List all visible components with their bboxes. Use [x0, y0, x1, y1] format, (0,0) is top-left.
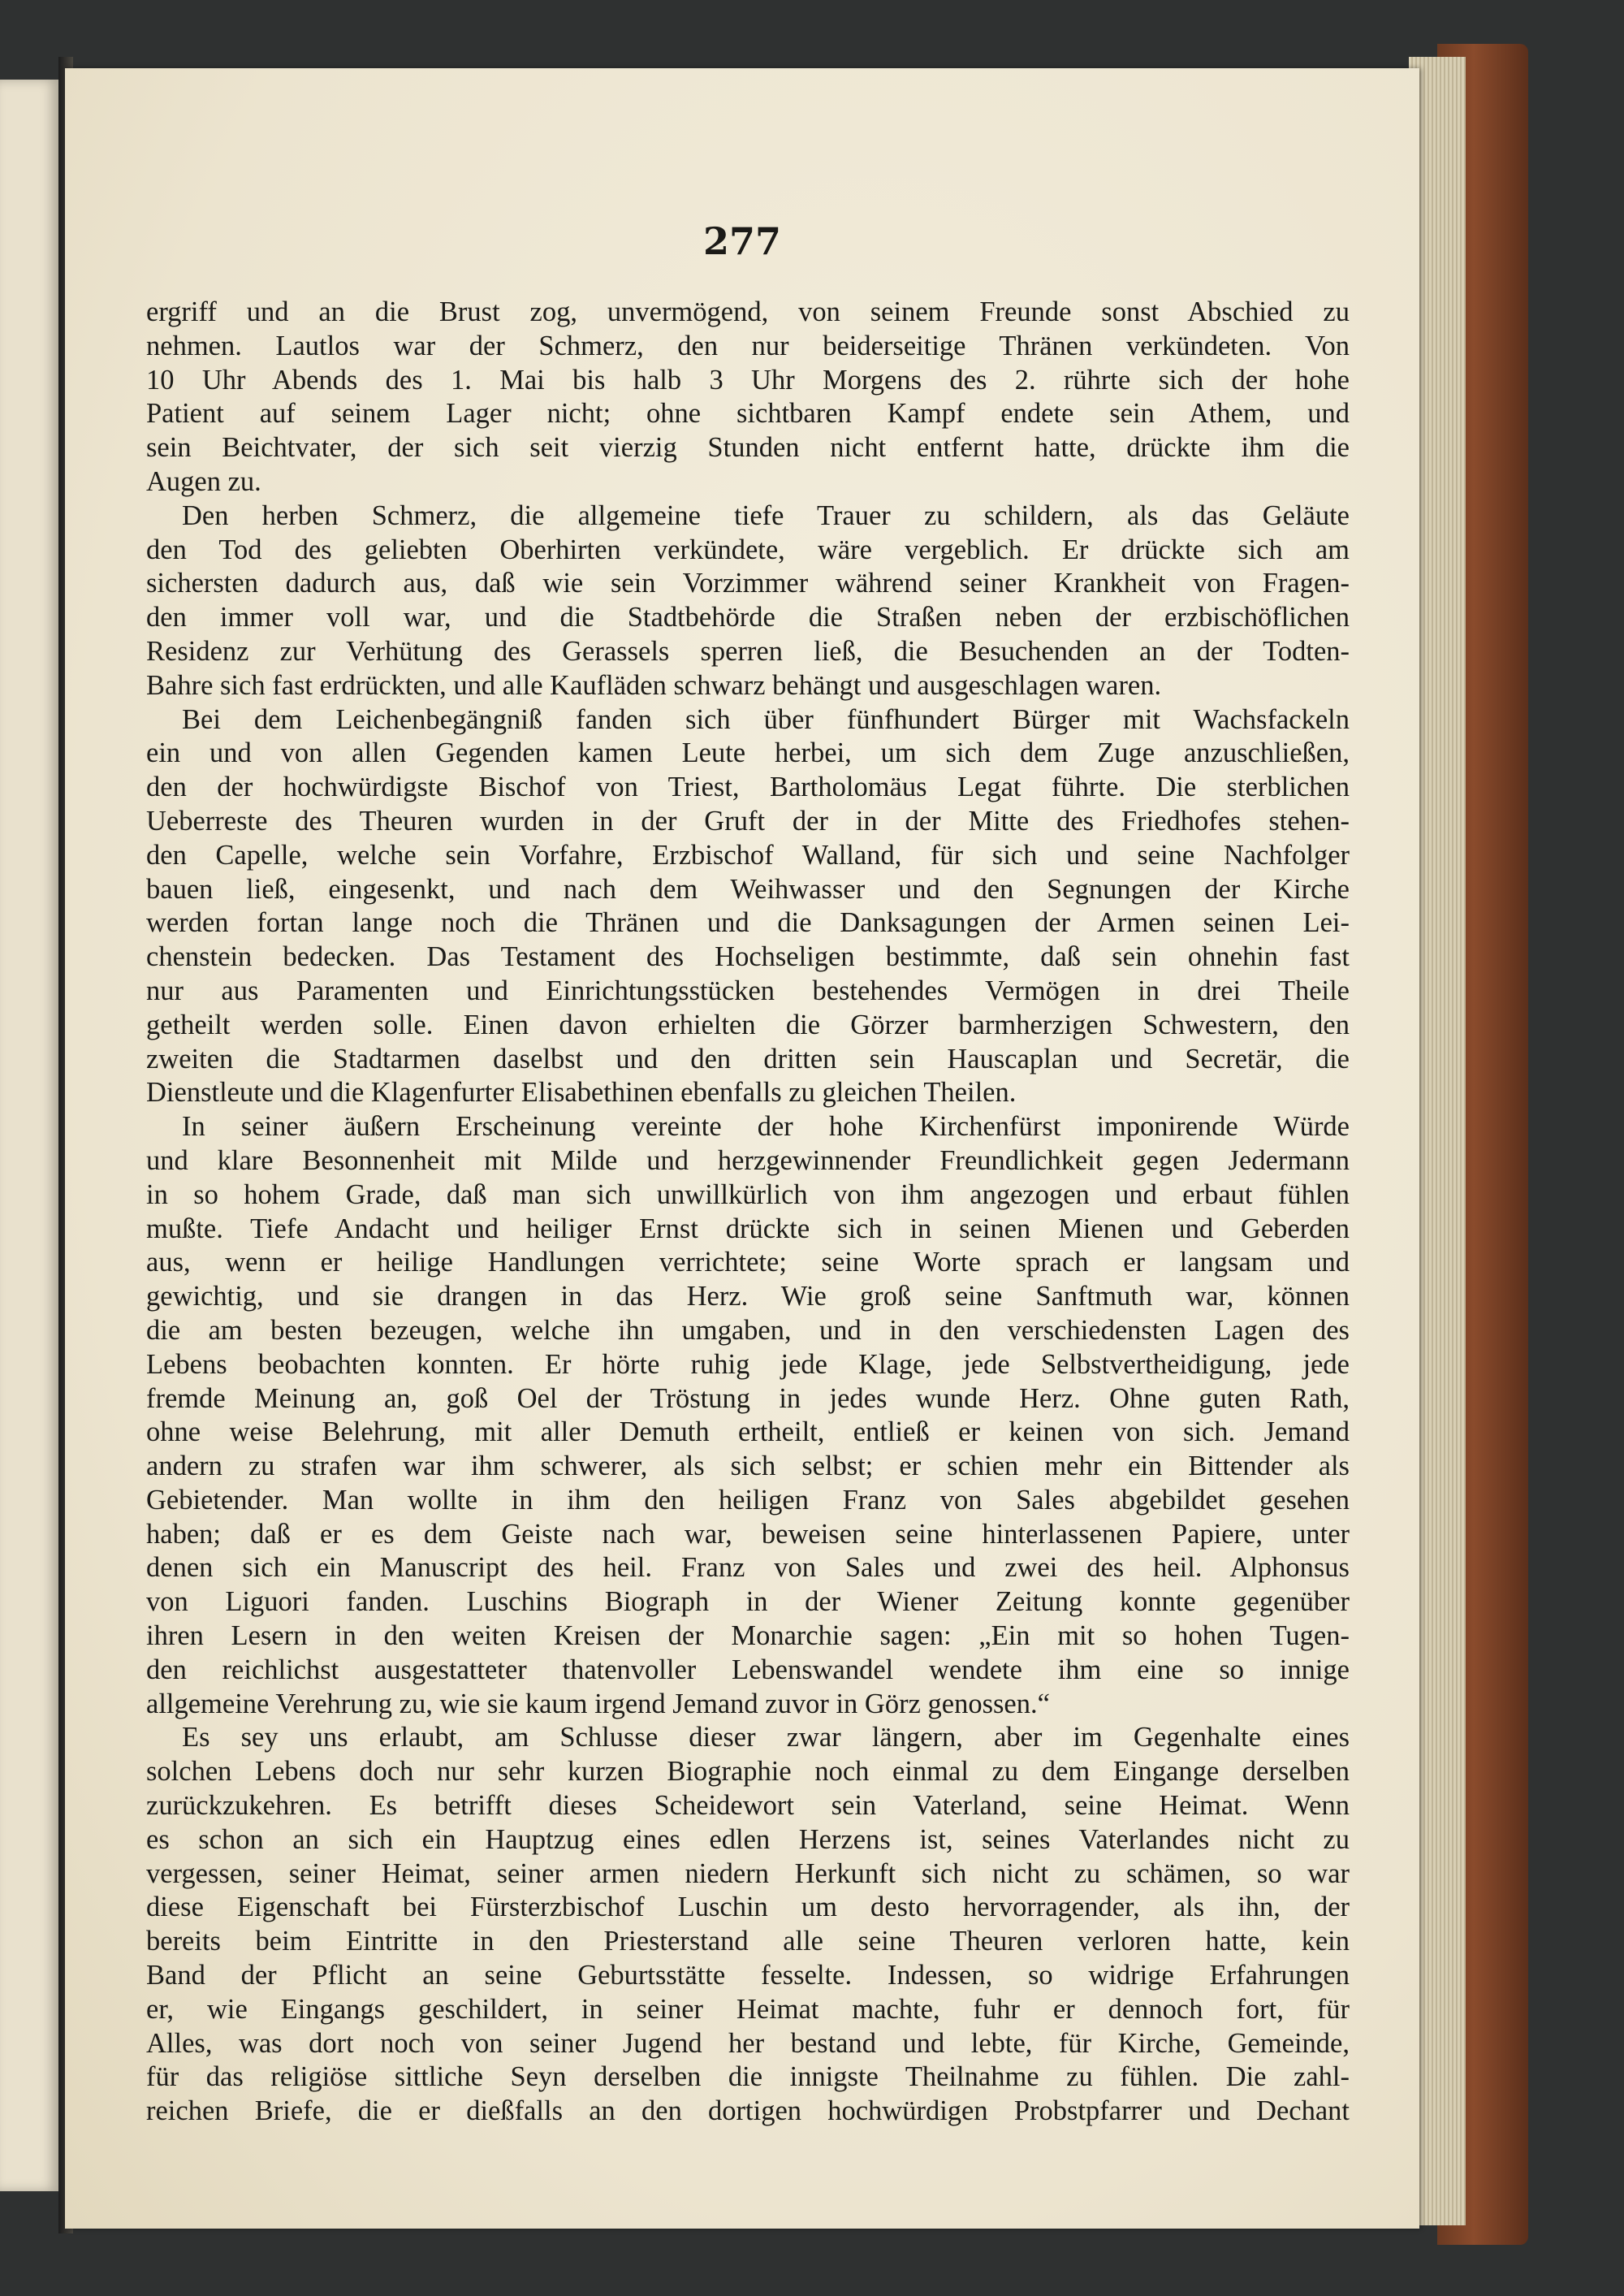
text-line: gewichtig, und sie drangen in das Herz. Wie groß seine Sanftmuth war, können	[146, 1281, 1350, 1312]
text-line: solchen Lebens doch nur sehr kurzen Biographie noch einmal zu dem Eingange derselben	[146, 1756, 1350, 1788]
text-line: den Tod des geliebten Oberhirten verkündete, wäre vergeblich. Er drückte sich am	[146, 534, 1350, 565]
text-line: Bahre sich fast erdrückten, und alle Kaufläden schwarz behängt und ausgeschlagen waren.	[146, 669, 1162, 701]
text-line: mußte. Tiefe Andacht und heiliger Ernst drückte sich in seinen Mienen und Geberden	[146, 1213, 1350, 1244]
text-line: den reichlichst ausgestatteter thatenvoller Lebenswandel wendete ihm eine so innige	[146, 1654, 1350, 1685]
text-line: und klare Besonnenheit mit Milde und herzgewinnender Freundlichkeit gegen Jedermann	[146, 1144, 1350, 1176]
text-line: 10 Uhr Abends des 1. Mai bis halb 3 Uhr Morgens des 2. rührte sich der hohe	[146, 364, 1350, 396]
text-line: fremde Meinung an, goß Oel der Tröstung in jedes wunde Herz. Ohne guten Rath,	[146, 1382, 1350, 1414]
text-line: Residenz zur Verhütung des Gerassels sperren ließ, die Besuchenden an der Todten-	[146, 635, 1350, 667]
text-line: Lebens beobachten konnten. Er hörte ruhig jede Klage, jede Selbstvertheidigung, jede	[146, 1348, 1350, 1380]
text-line: die am besten bezeugen, welche ihn umgaben, und in den verschiedensten Lagen des	[146, 1314, 1350, 1346]
text-line: Es sey uns erlaubt, am Schlusse dieser zwar längern, aber im Gegenhalte eines	[182, 1722, 1350, 1753]
text-line: getheilt werden solle. Einen davon erhielten die Görzer barmherzigen Schwestern, den	[146, 1009, 1350, 1040]
body-text	[146, 296, 1350, 2129]
text-line: diese Eigenschaft bei Fürsterzbischof Luschin um desto hervorragender, als ihn, der	[146, 1892, 1350, 1923]
text-line: Bei dem Leichenbegängniß fanden sich über fünfhundert Bürger mit Wachsfackeln	[182, 703, 1350, 735]
text-line: Augen zu.	[146, 465, 261, 497]
text-line: Alles, was dort noch von seiner Jugend her bestand und lebte, für Kirche, Gemeinde,	[146, 2027, 1350, 2059]
text-line: ein und von allen Gegenden kamen Leute herbei, um sich dem Zuge anzuschließen,	[146, 737, 1350, 769]
text-line: vergessen, seiner Heimat, seiner armen niedern Herkunft sich nicht zu schämen, so war	[146, 1857, 1350, 1889]
text-line: ergriff und an die Brust zog, unvermögend, von seinem Freunde sonst Abschied zu	[146, 296, 1350, 327]
text-line: reichen Briefe, die er dießfalls an den dortigen hochwürdigen Probstpfarrer und Dechant	[146, 2095, 1350, 2127]
text-line: für das religiöse sittliche Seyn derselben die innigste Theilnahme zu fühlen. Die zahl-	[146, 2061, 1350, 2093]
text-line: ohne weise Belehrung, mit aller Demuth ertheilt, entließ er keinen von sich. Jemand	[146, 1416, 1350, 1448]
text-line: denen sich ein Manuscript des heil. Franz von Sales und zwei des heil. Alphonsus	[146, 1552, 1350, 1584]
text-line: chenstein bedecken. Das Testament des Hochseligen bestimmte, daß sein ohnehin fast	[146, 941, 1350, 973]
text-line: allgemeine Verehrung zu, wie sie kaum irgend Jemand zuvor in Görz genossen.“	[146, 1688, 1050, 1719]
text-line: In seiner äußern Erscheinung vereinte der hohe Kirchenfürst imponirende Würde	[182, 1111, 1350, 1143]
text-line: Band der Pflicht an seine Geburtsstätte fesselte. Indessen, so widrige Erfahrungen	[146, 1960, 1350, 1991]
text-line: bereits beim Eintritte in den Priesterstand alle seine Theuren verloren hatte, kein	[146, 1926, 1350, 1957]
text-line: Den herben Schmerz, die allgemeine tiefe Trauer zu schildern, als das Geläute	[182, 499, 1350, 531]
text-line: zurückzukehren. Es betrifft dieses Scheidewort sein Vaterland, seine Heimat. Wenn	[146, 1790, 1350, 1822]
text-line: Patient auf seinem Lager nicht; ohne sichtbaren Kampf endete sein Athem, und	[146, 398, 1350, 430]
text-line: bauen ließ, eingesenkt, und nach dem Weihwasser und den Segnungen der Kirche	[146, 873, 1350, 905]
text-line: andern zu strafen war ihm schwerer, als sich selbst; er schien mehr ein Bittender als	[146, 1451, 1350, 1482]
facing-page-edge	[0, 80, 61, 2191]
text-line: er, wie Eingangs geschildert, in seiner Heimat machte, fuhr er dennoch fort, für	[146, 1993, 1350, 2025]
text-line: sein Beichtvater, der sich seit vierzig Stunden nicht entfernt hatte, drückte ihm die	[146, 432, 1350, 464]
text-line: den Capelle, welche sein Vorfahre, Erzbischof Walland, für sich und seine Nachfolger	[146, 839, 1350, 871]
text-line: Ueberreste des Theuren wurden in der Gruft der in der Mitte des Friedhofes stehen-	[146, 805, 1350, 837]
text-line: Gebietender. Man wollte in ihm den heiligen Franz von Sales abgebildet gesehen	[146, 1484, 1350, 1516]
text-line: Dienstleute und die Klagenfurter Elisabethinen ebenfalls zu gleichen Theilen.	[146, 1077, 1017, 1109]
text-line: in so hohem Grade, daß man sich unwillkürlich von ihm angezogen und erbaut fühlen	[146, 1178, 1350, 1210]
text-line: ihren Lesern in den weiten Kreisen der Monarchie sagen: „Ein mit so hohen Tugen-	[146, 1620, 1350, 1652]
text-line: nehmen. Lautlos war der Schmerz, den nur beiderseitige Thränen verkündeten. Von	[146, 330, 1350, 361]
book-page	[65, 68, 1419, 2229]
text-line: nur aus Paramenten und Einrichtungsstücken bestehendes Vermögen in drei Theile	[146, 975, 1350, 1006]
text-line: den immer voll war, und die Stadtbehörde die Straßen neben der erzbischöflichen	[146, 602, 1350, 633]
text-line: von Liguori fanden. Luschins Biograph in der Wiener Zeitung konnte gegenüber	[146, 1586, 1350, 1618]
text-line: zweiten die Stadtarmen daselbst und den dritten sein Hauscaplan und Secretär, die	[146, 1043, 1350, 1074]
text-line: werden fortan lange noch die Thränen und die Danksagungen der Armen seinen Lei-	[146, 907, 1350, 939]
text-line: sichersten dadurch aus, daß wie sein Vorzimmer während seiner Krankheit von Fragen-	[146, 568, 1350, 599]
text-line: den der hochwürdigste Bischof von Triest, Bartholomäus Legat führte. Die sterblichen	[146, 772, 1350, 803]
text-line: es schon an sich ein Hauptzug eines edlen Herzens ist, seines Vaterlandes nicht zu	[146, 1823, 1350, 1855]
page-number: 277	[702, 219, 782, 263]
text-line: haben; daß er es dem Geiste nach war, beweisen seine hinterlassenen Papiere, unter	[146, 1518, 1350, 1550]
text-line: aus, wenn er heilige Handlungen verrichtete; seine Worte sprach er langsam und	[146, 1247, 1350, 1278]
